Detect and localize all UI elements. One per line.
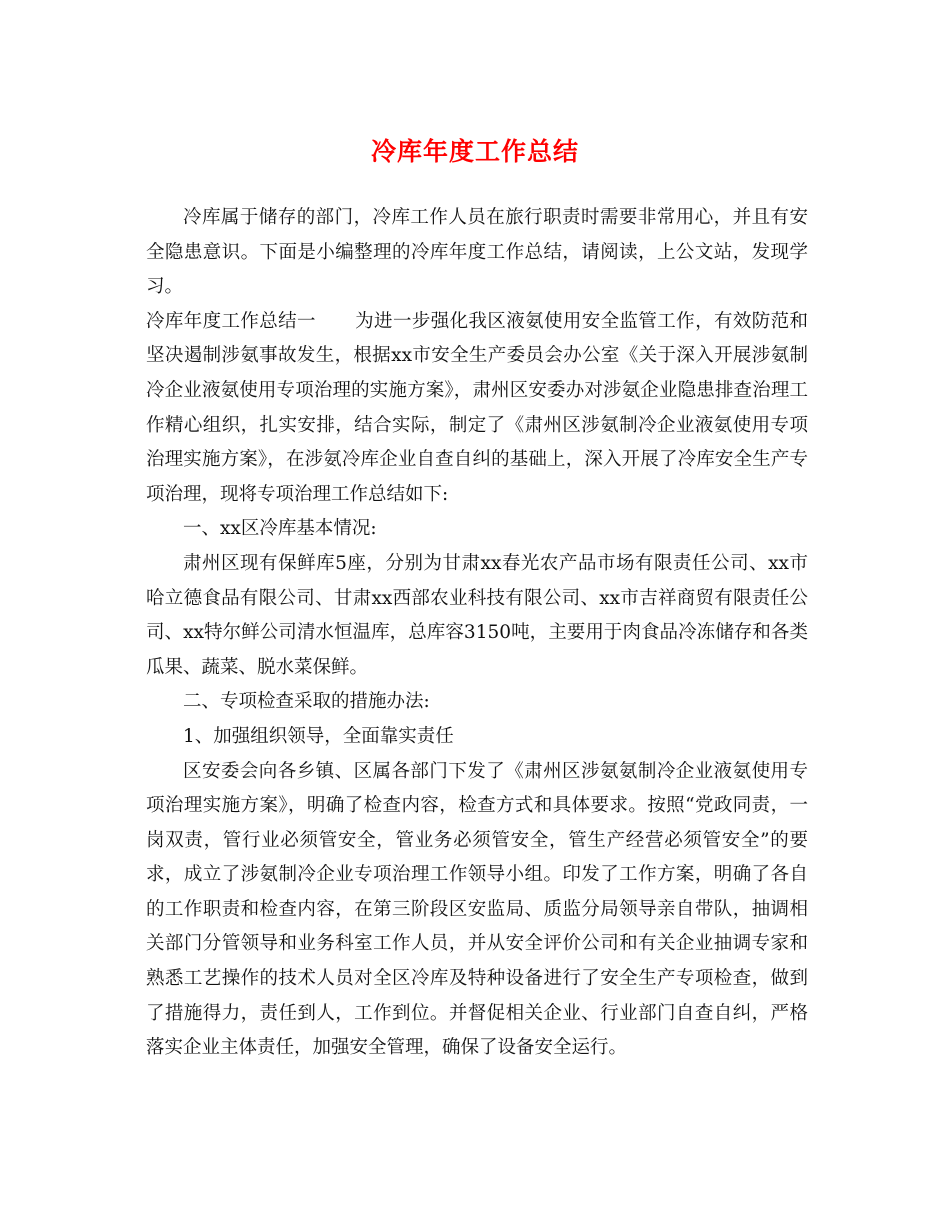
document-body <box>146 201 808 1066</box>
organization-paragraph: 区安委会向各乡镇、区属各部门下发了《肃州区涉氨氨制冷企业液氨使用专项治理实施方案》，明确了检查内容，检查方式和具体要求。按照“党政同责，一岗双责，管行业必须管安全，管业务必须管安全，管生产经营必须管安全”的要求，成立了涉氨制冷企业专项治理工作领导小组。印发了工作方案，明确了各自的工作职责和检查内容，在第三阶段区安监局、质监分局领导亲自带队，抽调相关部门分管领导和业务科室工作人员，并从安全评价公司和有关企业抽调专家和熟悉工艺操作的技术人员对全区冷库及特种设备进行了安全生产专项检查，做到了措施得力，责任到人，工作到位。并督促相关企业、行业部门自查自纠，严格落实企业主体责任，加强安全管理，确保了设备安全运行。 <box>146 760 808 1059</box>
section-one-paragraph <box>146 305 808 513</box>
page-title: 冷库年度工作总结 <box>370 137 579 166</box>
section-heading: 冷库年度工作总结一 <box>146 310 316 332</box>
basic-info-paragraph: 肃州区现有保鲜库5座，分别为甘肃xx春光农产品市场有限责任公司、xx市哈立德食品有限公司、甘肃xx西部农业科技有限公司、xx市吉祥商贸有限责任公司、xx特尔鲜公司清水恒温库，总库容3150吨，主要用于肉食品冷冻储存和各类瓜果、蔬菜、脱水菜保鲜。 <box>146 552 808 678</box>
intro-paragraph: 冷库属于储存的部门，冷库工作人员在旅行职责时需要非常用心，并且有安全隐患意识。下面是小编整理的冷库年度工作总结，请阅读，上公文站，发现学习。 <box>146 207 808 298</box>
subheading-measures: 二、专项检查采取的措施办法: <box>183 691 430 713</box>
subheading-basic-info: 一、xx区冷库基本情况: <box>183 518 377 540</box>
section-one-text: 为进一步强化我区液氨使用安全监管工作，有效防范和坚决遏制涉氨事故发生，根据xx市安全生产委员会办公室《关于深入开展涉氨制冷企业液氨使用专项治理的实施方案》，肃州区安委办对涉氨企业隐患排查治理工作精心组织，扎实安排，结合实际，制定了《肃州区涉氨制冷企业液氨使用专项治理实施方案》，在涉氨冷库企业自查自纠的基础上，深入开展了冷库安全生产专项治理，现将专项治理工作总结如下: <box>146 310 808 505</box>
subheading-organization: 1、加强组织领导，全面靠实责任 <box>183 725 454 747</box>
